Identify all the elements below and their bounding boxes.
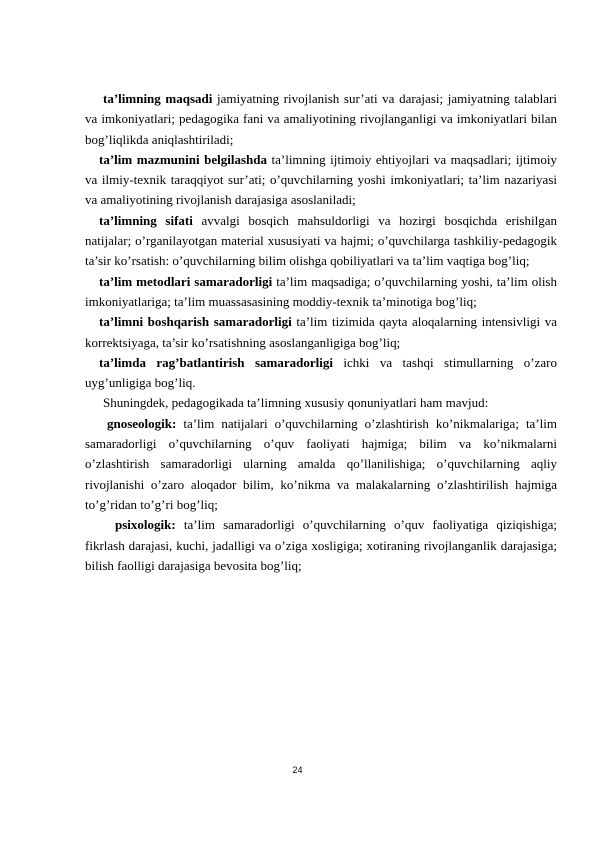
text-learning-quality: avvalgi bosqich mahsuldorligi va hozirgi bosqichda erishilgan natijalar; o’rganilayotgan material xususiyati va hajmi; o’quvchilarga tashkiliy-pedagogik ta’sir ko’rsatish: o’quvchilarning bilim olishga qobiliyatlari va ta’lim vaqtiga bog’liq; <box>85 212 557 269</box>
paragraph-psychological <box>85 515 557 576</box>
paragraph-management-efficiency <box>85 312 557 353</box>
term-learning-quality: ta’limning sifati <box>99 212 193 228</box>
term-gnoseological: gnoseologik: <box>107 415 177 431</box>
page-body <box>85 89 557 576</box>
paragraph-method-efficiency <box>85 272 557 313</box>
paragraph-content-definition <box>85 150 557 211</box>
term-psychological: psixologik: <box>115 517 176 533</box>
paragraph-motivation-efficiency <box>85 353 557 394</box>
text-management-efficiency: ta’lim tizimida qayta aloqalarning intensivligi va korrektsiyaga, ta’sir ko’rsatishning asoslanganligiga bog’liq; <box>85 314 557 350</box>
term-learning-goal: ta’limning maqsadi <box>103 91 213 106</box>
text-learning-goal: jamiyatning rivojlanish sur’ati va darajasi; jamiyatning talablari va imkoniyatlari; pedagogika fani va amaliyotining rivojlanganligi va imkoniyatlari bilan bog’liqlikda aniqlashtiriladi; <box>85 91 557 147</box>
paragraph-gnoseological <box>85 414 557 515</box>
text-motivation-efficiency: ichki va tashqi stimullarning o’zaro uyg’unligiga bog’liq. <box>85 354 558 391</box>
intro-line: Shuningdek, pedagogikada ta’limning xususiy qonuniyatlari ham mavjud: <box>103 395 489 411</box>
term-motivation-efficiency: ta’limda rag’batlantirish samaradorligi <box>99 354 333 370</box>
paragraph-learning-goal <box>85 89 557 150</box>
page-number: 24 <box>292 765 303 775</box>
term-management-efficiency: ta’limni boshqarish samaradorligi <box>99 314 292 330</box>
term-content-definition: ta’lim mazmunini belgilashda <box>99 151 267 167</box>
text-content-definition: ta’limning ijtimoiy ehtiyojlari va maqsadlari; ijtimoiy va ilmiy-texnik taraqqiyot sur’ati; o’quvchilarning yoshi imkoniyatlari; ta’lim nazariyasi va amaliyotining rivojlanish darajasiga asoslaniladi; <box>85 151 557 208</box>
term-method-efficiency: ta’lim metodlari samaradorligi <box>99 273 273 289</box>
text-gnoseological: ta’lim natijalari o’quvchilarning o’zlashtirish ko’nikmalariga; ta’lim samaradorligi o’quvchilarning o’quv faoliyati hajmiga; bilim va ko’nikmalarni o’zlashtirish samaradorligi ularning amalda qo’llanilishiga; o’quvchilarning aqliy rivojlanishi o’zaro aloqador bilim, ko’nikma va malakalarning o’zlashtirilish hajmiga to’g’ridan to’g’ri bog’liq; <box>85 415 557 512</box>
text-method-efficiency: ta’lim maqsadiga; o’quvchilarning yoshi, ta’lim olish imkoniyatlariga; ta’lim muassasasining moddiy-texnik ta’minotiga bog’liq; <box>85 273 557 309</box>
paragraph-learning-quality <box>85 211 557 272</box>
text-psychological: ta’lim samaradorligi o’quvchilarning o’quv faoliyatiga qiziqishiga; fikrlash darajasi, kuchi, jadalligi va o’ziga xosligiga; xotiraning rivojlanganlik darajasiga; bilish faolligi darajasiga bevosita bog’liq; <box>85 517 557 573</box>
